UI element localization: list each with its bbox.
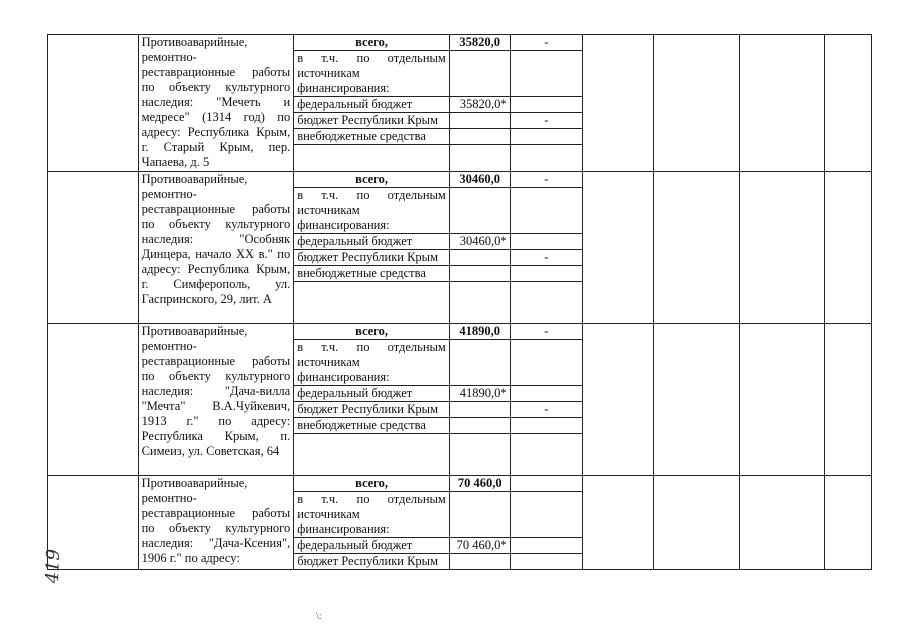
total-label: всего,	[294, 172, 450, 188]
federal-amount: 70 460,0*	[449, 538, 510, 554]
republic-label: бюджет Республики Крым	[294, 113, 450, 129]
empty-cell	[825, 476, 872, 570]
empty-cell	[449, 282, 510, 324]
empty-cell	[510, 476, 582, 492]
total-amount: 35820,0	[449, 35, 510, 51]
federal-label: федеральный бюджет	[294, 234, 450, 250]
total-amount: 41890,0	[449, 324, 510, 340]
project-row-total	[48, 35, 872, 51]
scan-mark: \:	[316, 611, 322, 622]
federal-amount: 35820,0*	[449, 97, 510, 113]
federal-amount: 30460,0*	[449, 234, 510, 250]
offbudget-label: внебюджетные средства	[294, 266, 450, 282]
dash-cell: -	[510, 172, 582, 188]
project-row-total	[48, 476, 872, 492]
empty-cell	[510, 340, 582, 386]
empty-cell	[294, 282, 450, 324]
total-amount: 70 460,0	[449, 476, 510, 492]
project-name: Противоаварийные, ремонтно-реставрационные работы по объекту культурного наследия: "Мечеть и медресе" (1314 год) по адресу: Республика Крым, г. Старый Крым, пер. Чапаева, д. 5	[138, 35, 294, 172]
empty-cell	[825, 35, 872, 172]
empty-cell	[449, 113, 510, 129]
republic-label: бюджет Республики Крым	[294, 554, 450, 570]
dash-cell: -	[510, 324, 582, 340]
empty-cell	[48, 172, 139, 324]
empty-cell	[739, 324, 824, 476]
empty-cell	[48, 35, 139, 172]
project-name: Противоаварийные, ремонтно-реставрационные работы по объекту культурного наследия: "Дача-вилла "Мечта" В.А.Чуйкевич, 1913 г." по адресу: Республика Крым, п. Симеиз, ул. Советская, 64	[138, 324, 294, 476]
federal-label: федеральный бюджет	[294, 538, 450, 554]
empty-cell	[449, 554, 510, 570]
empty-cell	[510, 51, 582, 97]
empty-cell	[449, 250, 510, 266]
empty-cell	[449, 434, 510, 476]
empty-cell	[510, 418, 582, 434]
republic-label: бюджет Республики Крым	[294, 402, 450, 418]
empty-cell	[510, 266, 582, 282]
empty-cell	[825, 324, 872, 476]
empty-cell	[739, 172, 824, 324]
empty-cell	[510, 282, 582, 324]
offbudget-label: внебюджетные средства	[294, 418, 450, 434]
incl-label: в т.ч. по отдельным источникам финансирования:	[294, 492, 450, 538]
dash-cell: -	[510, 35, 582, 51]
project-name: Противоаварийные, ремонтно-реставрационные работы по объекту культурного наследия: "Дача-Ксения", 1906 г." по адресу:	[138, 476, 294, 570]
empty-cell	[739, 35, 824, 172]
empty-cell	[449, 188, 510, 234]
republic-label: бюджет Республики Крым	[294, 250, 450, 266]
empty-cell	[510, 492, 582, 538]
empty-cell	[739, 476, 824, 570]
total-label: всего,	[294, 35, 450, 51]
empty-cell	[583, 172, 654, 324]
project-row-total	[48, 324, 872, 340]
empty-cell	[449, 492, 510, 538]
empty-cell	[510, 386, 582, 402]
empty-cell	[449, 51, 510, 97]
federal-label: федеральный бюджет	[294, 97, 450, 113]
empty-cell	[449, 129, 510, 145]
empty-cell	[654, 172, 739, 324]
empty-cell	[825, 172, 872, 324]
federal-amount: 41890,0*	[449, 386, 510, 402]
empty-cell	[583, 324, 654, 476]
empty-cell	[449, 340, 510, 386]
empty-cell	[510, 129, 582, 145]
empty-cell	[583, 35, 654, 172]
incl-label: в т.ч. по отдельным источникам финансирования:	[294, 340, 450, 386]
total-label: всего,	[294, 324, 450, 340]
offbudget-label: внебюджетные средства	[294, 129, 450, 145]
empty-cell	[510, 188, 582, 234]
empty-cell	[583, 476, 654, 570]
empty-cell	[654, 35, 739, 172]
project-name: Противоаварийные, ремонтно-реставрационные работы по объекту культурного наследия: "Особняк Динцера, начало XX в." по адресу: Республика Крым, г. Симферополь, ул. Гаспринского, 29, лит. А	[138, 172, 294, 324]
total-label: всего,	[294, 476, 450, 492]
empty-cell	[294, 145, 450, 172]
budget-table	[47, 34, 872, 570]
empty-cell	[449, 266, 510, 282]
total-amount: 30460,0	[449, 172, 510, 188]
empty-cell	[654, 324, 739, 476]
empty-cell	[654, 476, 739, 570]
empty-cell	[449, 402, 510, 418]
federal-label: федеральный бюджет	[294, 386, 450, 402]
empty-cell	[294, 434, 450, 476]
empty-cell	[510, 538, 582, 554]
project-row-total	[48, 172, 872, 188]
incl-label: в т.ч. по отдельным источникам финансирования:	[294, 51, 450, 97]
dash-cell: -	[510, 113, 582, 129]
incl-label: в т.ч. по отдельным источникам финансирования:	[294, 188, 450, 234]
empty-cell	[449, 418, 510, 434]
empty-cell	[48, 324, 139, 476]
empty-cell	[510, 234, 582, 250]
page-number-handwritten: 419	[42, 548, 65, 584]
empty-cell	[510, 97, 582, 113]
dash-cell: -	[510, 402, 582, 418]
empty-cell	[510, 434, 582, 476]
dash-cell: -	[510, 250, 582, 266]
empty-cell	[449, 145, 510, 172]
empty-cell	[510, 554, 582, 570]
empty-cell	[510, 145, 582, 172]
